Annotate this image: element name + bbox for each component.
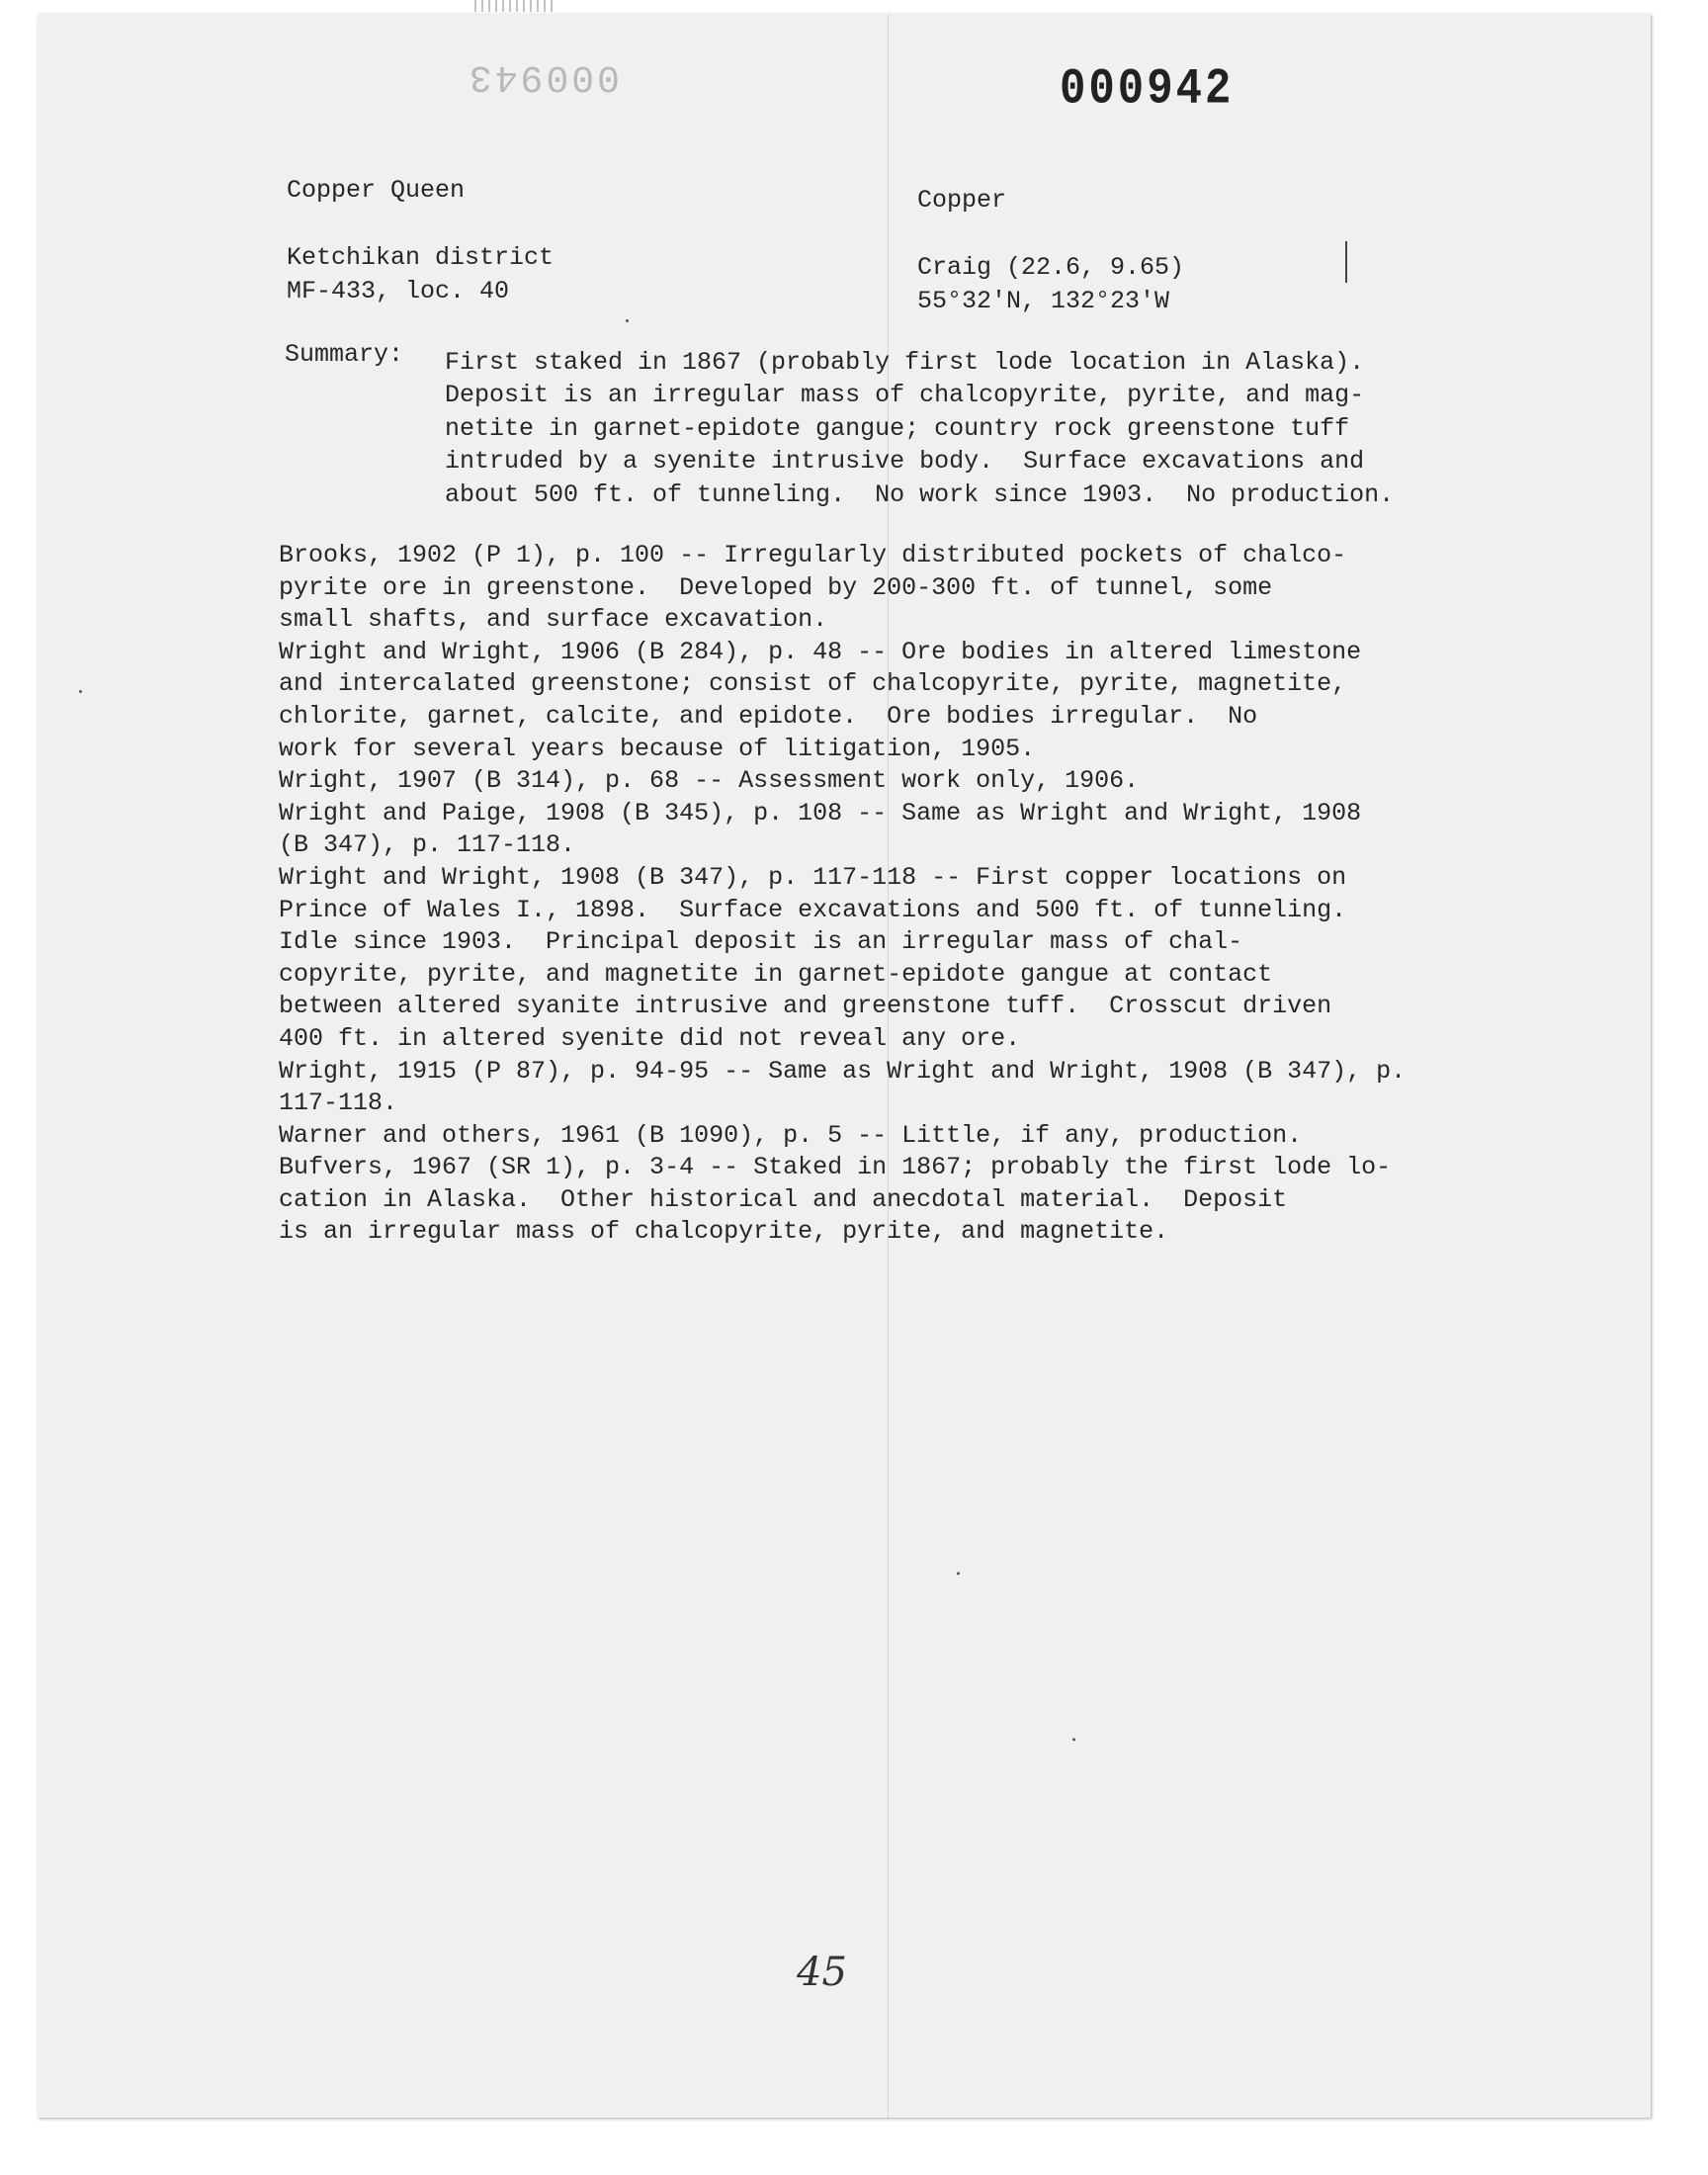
reference-line: Prince of Wales I., 1898. Surface excavations and 500 ft. of tunneling. <box>279 895 1347 924</box>
coordinates: 55°32'N, 132°23'W <box>917 287 1170 315</box>
reference-line: Brooks, 1902 (P 1), p. 100 -- Irregularly distributed pockets of chalco- <box>279 541 1347 569</box>
reference-entry <box>279 798 1544 862</box>
reference-entry <box>279 765 1544 798</box>
deposit-name: Copper Queen <box>287 176 466 205</box>
district: Ketchikan district <box>287 243 555 272</box>
reference-line: chlorite, garnet, calcite, and epidote. Ore bodies irregular. No <box>279 701 1258 731</box>
reference-line: is an irregular mass of chalcopyrite, pyrite, and magnetite. <box>279 1217 1169 1247</box>
reference-entry <box>279 540 1544 637</box>
reference-line: 117-118. <box>279 1088 398 1118</box>
scan-speck <box>79 690 82 693</box>
reference-line: 400 ft. in altered syenite did not reveal any ore. <box>279 1023 1021 1053</box>
scan-speck <box>957 1572 960 1575</box>
margin-mark <box>1345 241 1347 283</box>
reference-line: copyrite, pyrite, and magnetite in garnet-epidote gangue at contact <box>279 959 1273 989</box>
reference-entry <box>279 1056 1544 1120</box>
reference-line: Wright and Wright, 1906 (B 284), p. 48 -- Ore bodies in altered limestone <box>279 637 1362 666</box>
summary-text <box>445 346 1512 511</box>
reference-entry <box>279 637 1544 765</box>
reference-line: small shafts, and surface excavation. <box>279 605 828 635</box>
reference-line: Warner and others, 1961 (B 1090), p. 5 -- Little, if any, production. <box>279 1120 1303 1150</box>
reference-line: work for several years because of litigation, 1905. <box>279 734 1036 763</box>
reference-line: Wright and Paige, 1908 (B 345), p. 108 -- Same as Wright and Wright, 1908 <box>279 798 1362 827</box>
reference-entry <box>279 1120 1544 1153</box>
summary-line: about 500 ft. of tunneling. No work since 1903. No production. <box>445 479 1395 509</box>
binder-strip-top <box>474 0 554 12</box>
scan-speck <box>1072 1738 1075 1741</box>
reference-entry <box>279 1152 1544 1249</box>
summary-line: Deposit is an irregular mass of chalcopyrite, pyrite, and mag- <box>445 381 1365 410</box>
summary-line: First staked in 1867 (probably first lode location in Alaska). <box>445 348 1365 377</box>
reference-line: and intercalated greenstone; consist of chalcopyrite, pyrite, magnetite, <box>279 669 1347 699</box>
reference-line: pyrite ore in greenstone. Developed by 200-300 ft. of tunnel, some <box>279 572 1273 602</box>
summary-label: Summary: <box>285 340 404 369</box>
document-number: 000942 <box>1060 61 1235 119</box>
reference-line: Wright and Wright, 1908 (B 347), p. 117-118 -- First copper locations on <box>279 862 1347 892</box>
bleed-through-number: 000943 <box>467 55 620 98</box>
reference-line: Wright, 1915 (P 87), p. 94-95 -- Same as Wright and Wright, 1908 (B 347), p. <box>279 1056 1407 1086</box>
reference-line: (B 347), p. 117-118. <box>279 830 576 860</box>
reference-line: between altered syanite intrusive and greenstone tuff. Crosscut driven <box>279 992 1332 1021</box>
reference-line: Idle since 1903. Principal deposit is an irregular mass of chal- <box>279 927 1243 957</box>
reference-line: cation in Alaska. Other historical and anecdotal material. Deposit <box>279 1184 1288 1214</box>
quadrangle: Craig (22.6, 9.65) <box>917 253 1185 282</box>
summary-line: netite in garnet-epidote gangue; country rock greenstone tuff <box>445 413 1350 443</box>
reference-list <box>279 540 1544 1249</box>
reference-entry <box>279 862 1544 1056</box>
scan-speck <box>626 319 629 322</box>
commodity: Copper <box>917 186 1007 215</box>
reference-line: Wright, 1907 (B 314), p. 68 -- Assessment work only, 1906. <box>279 766 1140 796</box>
map-reference: MF-433, loc. 40 <box>287 277 510 305</box>
page-number: 45 <box>797 1950 847 1995</box>
reference-line: Bufvers, 1967 (SR 1), p. 3-4 -- Staked in 1867; probably the first lode lo- <box>279 1153 1392 1182</box>
summary-line: intruded by a syenite intrusive body. Surface excavations and <box>445 447 1365 477</box>
